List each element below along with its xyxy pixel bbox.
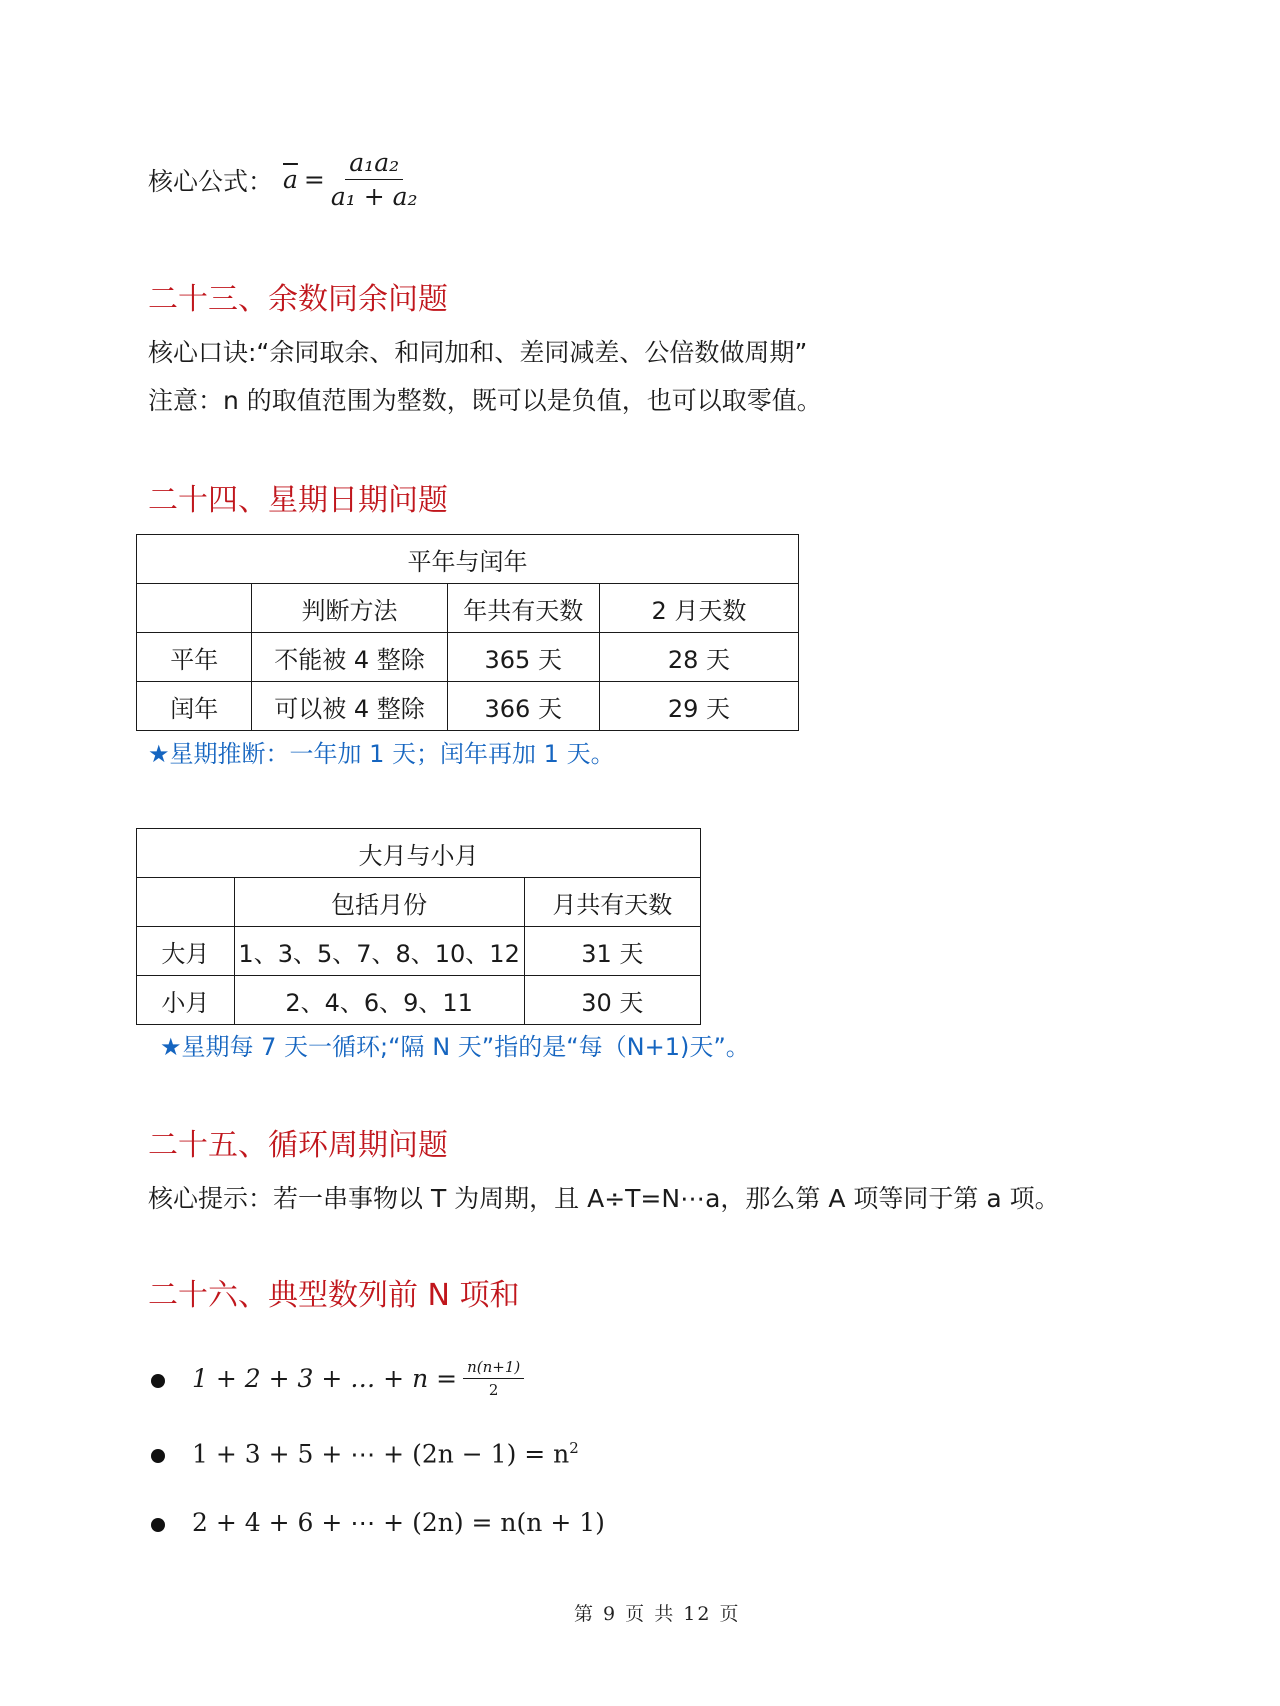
sum-formula-2 [192, 1439, 579, 1468]
header-cell [137, 878, 235, 927]
section-24-title: 二十四、星期日期问题 [148, 483, 448, 518]
formula-denominator: a₁ + a₂ [330, 182, 418, 211]
table-cell: 31 天 [524, 927, 700, 976]
section-23-line2: 注意：n 的取值范围为整数，既可以是负值，也可以取零值。 [148, 386, 822, 415]
sum-formula-2-text: 1 + 3 + 5 + ⋯ + (2n − 1) = n [192, 1439, 570, 1469]
core-formula [283, 148, 418, 211]
section-23-title: 二十三、余数同余问题 [148, 282, 448, 317]
table-cell: 366 天 [447, 682, 599, 731]
section-25-line1: 核心提示：若一串事物以 T 为周期，且 A÷T=N⋯a，那么第 A 项等同于第 a 项。 [148, 1184, 1060, 1213]
header-cell [137, 584, 252, 633]
sum-formula-1-numerator: n(n+1) [463, 1358, 524, 1379]
header-cell: 包括月份 [234, 878, 524, 927]
table-cell: 不能被 4 整除 [252, 633, 447, 682]
header-cell: 年共有天数 [447, 584, 599, 633]
table-cell: 28 天 [599, 633, 798, 682]
header-cell: 2 月天数 [599, 584, 798, 633]
bullet-icon [151, 1518, 165, 1532]
formula-numerator: a₁a₂ [345, 148, 403, 180]
section-26-title: 二十六、典型数列前 N 项和 [148, 1278, 520, 1313]
sum-formula-1-denominator: 2 [488, 1381, 499, 1399]
formula-lhs: $\overline{a}$ [283, 165, 298, 194]
table-cell: 2、4、6、9、11 [234, 976, 524, 1025]
table-cell: 可以被 4 整除 [252, 682, 447, 731]
table-header-row [137, 878, 701, 927]
table-header-row [137, 584, 799, 633]
week-cycle-note: ★星期每 7 天一循环;“隔 N 天”指的是“每（N+1)天”。 [160, 1033, 750, 1061]
table-cell: 29 天 [599, 682, 798, 731]
formula-label: 核心公式： [148, 167, 274, 196]
table-cell: 1、3、5、7、8、10、12 [234, 927, 524, 976]
section-25-title: 二十五、循环周期问题 [148, 1128, 448, 1163]
table-cell: 平年 [137, 633, 252, 682]
table-caption: 平年与闰年 [137, 535, 799, 584]
bullet-icon [151, 1449, 165, 1463]
sum-formula-1-fraction [463, 1358, 524, 1399]
formula-fraction [331, 148, 418, 211]
sum-formula-2-exponent: 2 [569, 1439, 579, 1457]
leap-year-table [136, 534, 799, 731]
header-cell: 判断方法 [252, 584, 447, 633]
table-row [137, 633, 799, 682]
table-caption: 大月与小月 [137, 829, 701, 878]
leap-year-note: ★星期推断：一年加 1 天；闰年再加 1 天。 [148, 740, 615, 768]
table-row [137, 927, 701, 976]
table-row [137, 682, 799, 731]
table-cell: 小月 [137, 976, 235, 1025]
table-cell: 大月 [137, 927, 235, 976]
bullet-icon [151, 1374, 165, 1388]
formula-equals: = [303, 165, 325, 194]
section-23-line1: 核心口诀:“余同取余、和同加和、差同减差、公倍数做周期” [148, 338, 808, 367]
table-cell: 365 天 [447, 633, 599, 682]
sum-formula-1 [192, 1358, 524, 1399]
page-footer: 第 9 页 共 12 页 [574, 1603, 741, 1625]
table-row [137, 976, 701, 1025]
header-cell: 月共有天数 [524, 878, 700, 927]
sum-formula-3: 2 + 4 + 6 + ⋯ + (2n) = n(n + 1) [192, 1508, 605, 1537]
sum-formula-1-lhs: 1 + 2 + 3 + … + n = [192, 1364, 458, 1393]
month-table [136, 828, 701, 1025]
table-cell: 闰年 [137, 682, 252, 731]
table-cell: 30 天 [524, 976, 700, 1025]
